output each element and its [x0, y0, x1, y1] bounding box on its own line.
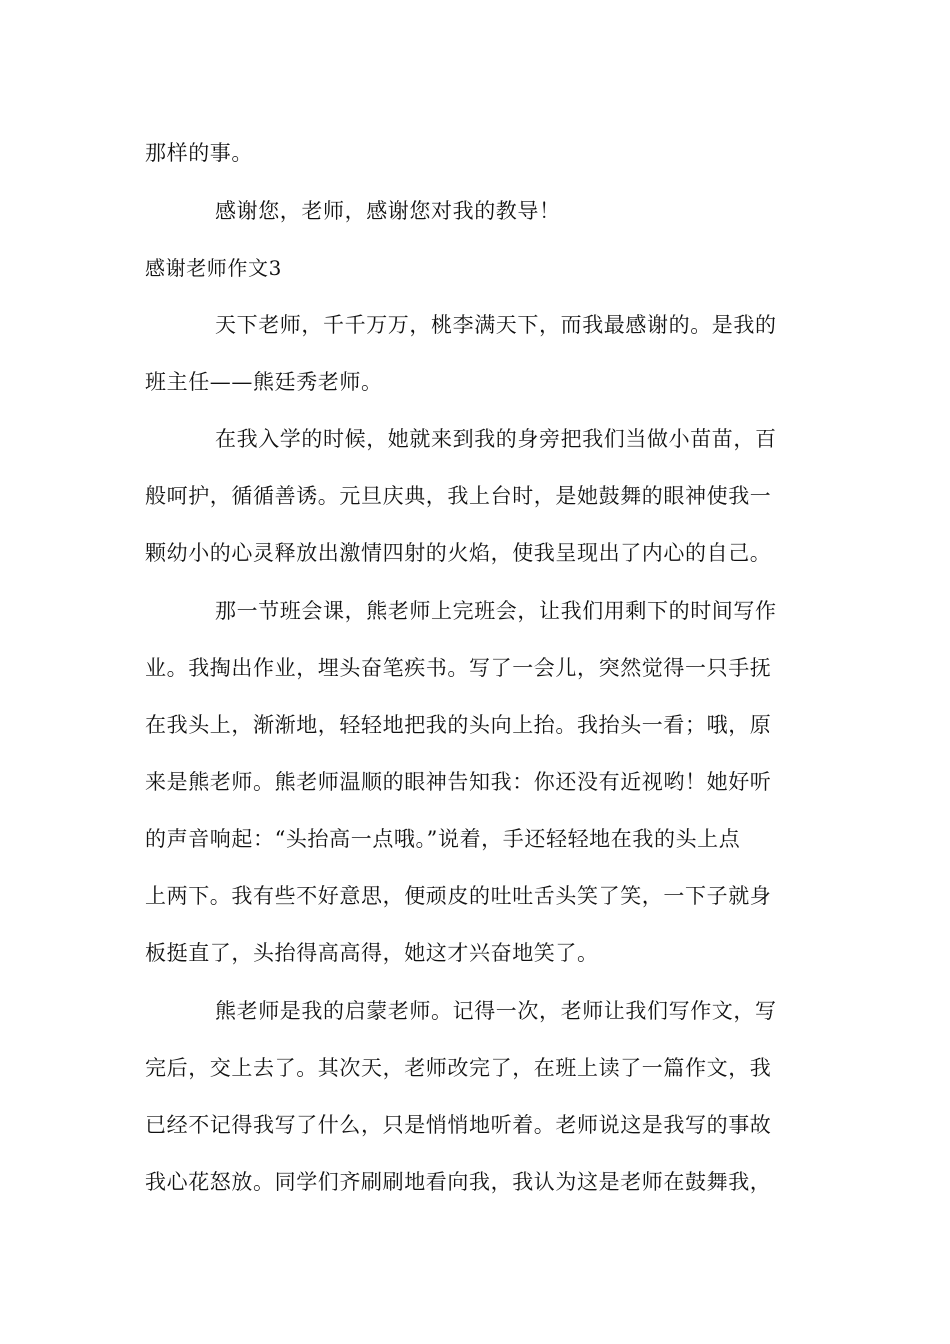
text-line: 般呵护，循循善诱。元旦庆典，我上台时，是她鼓舞的眼神使我一 [145, 484, 772, 508]
text-line: 在我入学的时候，她就来到我的身旁把我们当做小苗苗，百 [215, 427, 777, 451]
text-line: 完后，交上去了。其次天，老师改完了，在班上读了一篇作文，我 [145, 1056, 772, 1080]
text-line: 感谢您，老师，感谢您对我的教导！ [215, 199, 561, 223]
text-line: 板挺直了，头抬得高高得，她这才兴奋地笑了。 [145, 941, 599, 965]
text-line: 天下老师，千千万万，桃李满天下，而我最感谢的。是我的 [215, 313, 777, 337]
text-line: 颗幼小的心灵释放出激情四射的火焰，使我呈现出了内心的自己。 [145, 541, 772, 565]
text-line: 那一节班会课，熊老师上完班会，让我们用剩下的时间写作 [215, 599, 777, 623]
text-line: 我心花怒放。同学们齐刷刷地看向我，我认为这是老师在鼓舞我， [145, 1170, 772, 1194]
text-line: 的声音响起：“头抬高一点哦。”说着，手还轻轻地在我的头上点 [145, 827, 741, 851]
text-line: 那样的事。 [145, 141, 253, 165]
text-line: 在我头上，渐渐地，轻轻地把我的头向上抬。我抬头一看；哦，原 [145, 713, 772, 737]
text-line: 已经不记得我写了什么，只是悄悄地听着。老师说这是我写的事故 [145, 1113, 772, 1137]
section-heading: 感谢老师作文3 [145, 256, 282, 280]
text-line: 班主任——熊廷秀老师。 [145, 370, 383, 394]
text-line: 熊老师是我的启蒙老师。记得一次，老师让我们写作文，写 [215, 999, 777, 1023]
text-line: 上两下。我有些不好意思，便顽皮的吐吐舌头笑了笑，一下子就身 [145, 884, 772, 908]
text-line: 来是熊老师。熊老师温顺的眼神告知我：你还没有近视哟！她好听 [145, 770, 772, 794]
text-line: 业。我掏出作业，埋头奋笔疾书。写了一会儿，突然觉得一只手抚 [145, 656, 772, 680]
